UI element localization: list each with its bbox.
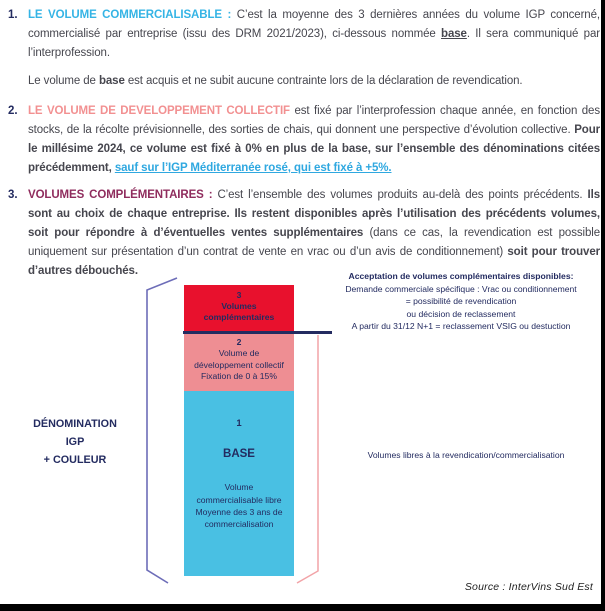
text-segment: base [441,28,467,40]
box-developpement-collectif [184,334,294,391]
paragraph [28,6,600,63]
box-base [184,391,294,576]
left-bracket [140,274,182,589]
free-volumes-note: Volumes libres à la revendication/commercialisation [367,450,565,460]
paragraph [28,186,600,281]
box-number: 1 [236,418,242,429]
text-segment: C’est la moyenne des 3 dernières années du volume IGP concerné, commercialisé par entreprise (issu des DRM 2021/2023), ci-dessous nommée [28,9,600,40]
box-line: Moyenne des 3 ans de [195,506,283,517]
denomination-line: DÉNOMINATION [33,418,117,430]
list-item-volume-commercialisable [8,6,600,91]
box-line: Volumes [221,301,257,311]
paragraph [28,102,600,178]
item-body [28,102,600,178]
paragraph [28,72,600,91]
list-item-volumes-complementaires [8,186,600,281]
item-body [28,6,600,91]
acceptation-note-line: = possibilité de revendication [405,296,517,306]
text-segment: . Il sera communiqué par l’interprofession. [28,28,600,59]
box-line: complémentaires [203,312,275,322]
text-segment: C’est l’ensemble des volumes produits au-delà des points précédents. [217,189,588,201]
text-segment: est acquis et ne subit aucune contrainte lors de la déclaration de revendication. [124,75,523,87]
item-number: 1. [8,9,18,21]
box-number: 2 [236,337,242,347]
page-bottom-edge [0,604,605,611]
box-line: Volume de [218,348,260,359]
acceptation-note-line: Demande commerciale spécifique : Vrac ou conditionnement [345,283,577,294]
box-number: 3 [236,290,242,300]
denomination-label [14,415,136,469]
box-lines [184,481,294,530]
text-segment: (dans ce cas, la revendication est possible uniquement sur présentation d’un contrat de vente en vrac ou d’un avis de conditionnement) [28,227,601,258]
acceptation-note [318,270,604,333]
text-segment: Le volume de [28,75,99,87]
text-segment: VOLUMES COMPLÉMENTAIRES : [28,189,218,201]
box-line: Fixation de 0 à 15% [201,370,277,381]
item-number: 2. [8,105,18,117]
box-line: Volume [224,482,254,493]
text-segment: LE VOLUME COMMERCIALISABLE : [28,9,237,21]
box-line: commercialisable libre [196,494,282,505]
text-segment: LE VOLUME DE DEVELOPPEMENT COLLECTIF [28,105,295,117]
box-line: développement collectif [194,359,284,370]
right-bracket [292,333,324,587]
denomination-line: + COULEUR [43,454,107,466]
item-number: 3. [8,189,18,201]
acceptation-note-title: Acceptation de volumes complémentaires disponibles: [348,271,574,281]
denomination-line: IGP [65,436,85,448]
igp-mediterranee-link[interactable]: sauf sur l’IGP Méditerranée rosé, qui est fixé à +5%. [114,162,392,174]
list-item-developpement-collectif [8,102,600,178]
box-volumes-complementaires [184,285,294,331]
acceptation-note-line: A partir du 31/12 N+1 = reclassement VSIG ou destuction [351,321,571,331]
text-segment: Ils sont au choix de chaque entreprise. Ils restent disponibles après l’utilisation des précédents volumes, soit pour répondre à d’éventuelles ventes supplémentaires [28,189,600,239]
text-segment: est fixé par l’interprofession chaque année, en fonction des stocks, de la récolte prévisionnelle, des sorties de chais, qui donnent une perspective d’évolution collective. [28,105,600,136]
acceptation-note-line: ou décision de reclassement [406,308,516,319]
box-title: BASE [223,448,255,461]
text-segment: Pour le millésime 2024, ce volume est fixé à 0% en plus de la base, sur l’ensemble des dénominations citées précédemment, [28,124,600,174]
text-segment: soit pour trouver d’autres débouchés. [28,246,600,277]
page-right-edge [601,0,605,611]
box-line: commercialisation [204,519,274,530]
numbered-text-section [8,6,600,281]
item-body [28,186,600,281]
source-credit: Source : InterVins Sud Est [464,581,593,593]
text-segment: base [98,75,125,87]
